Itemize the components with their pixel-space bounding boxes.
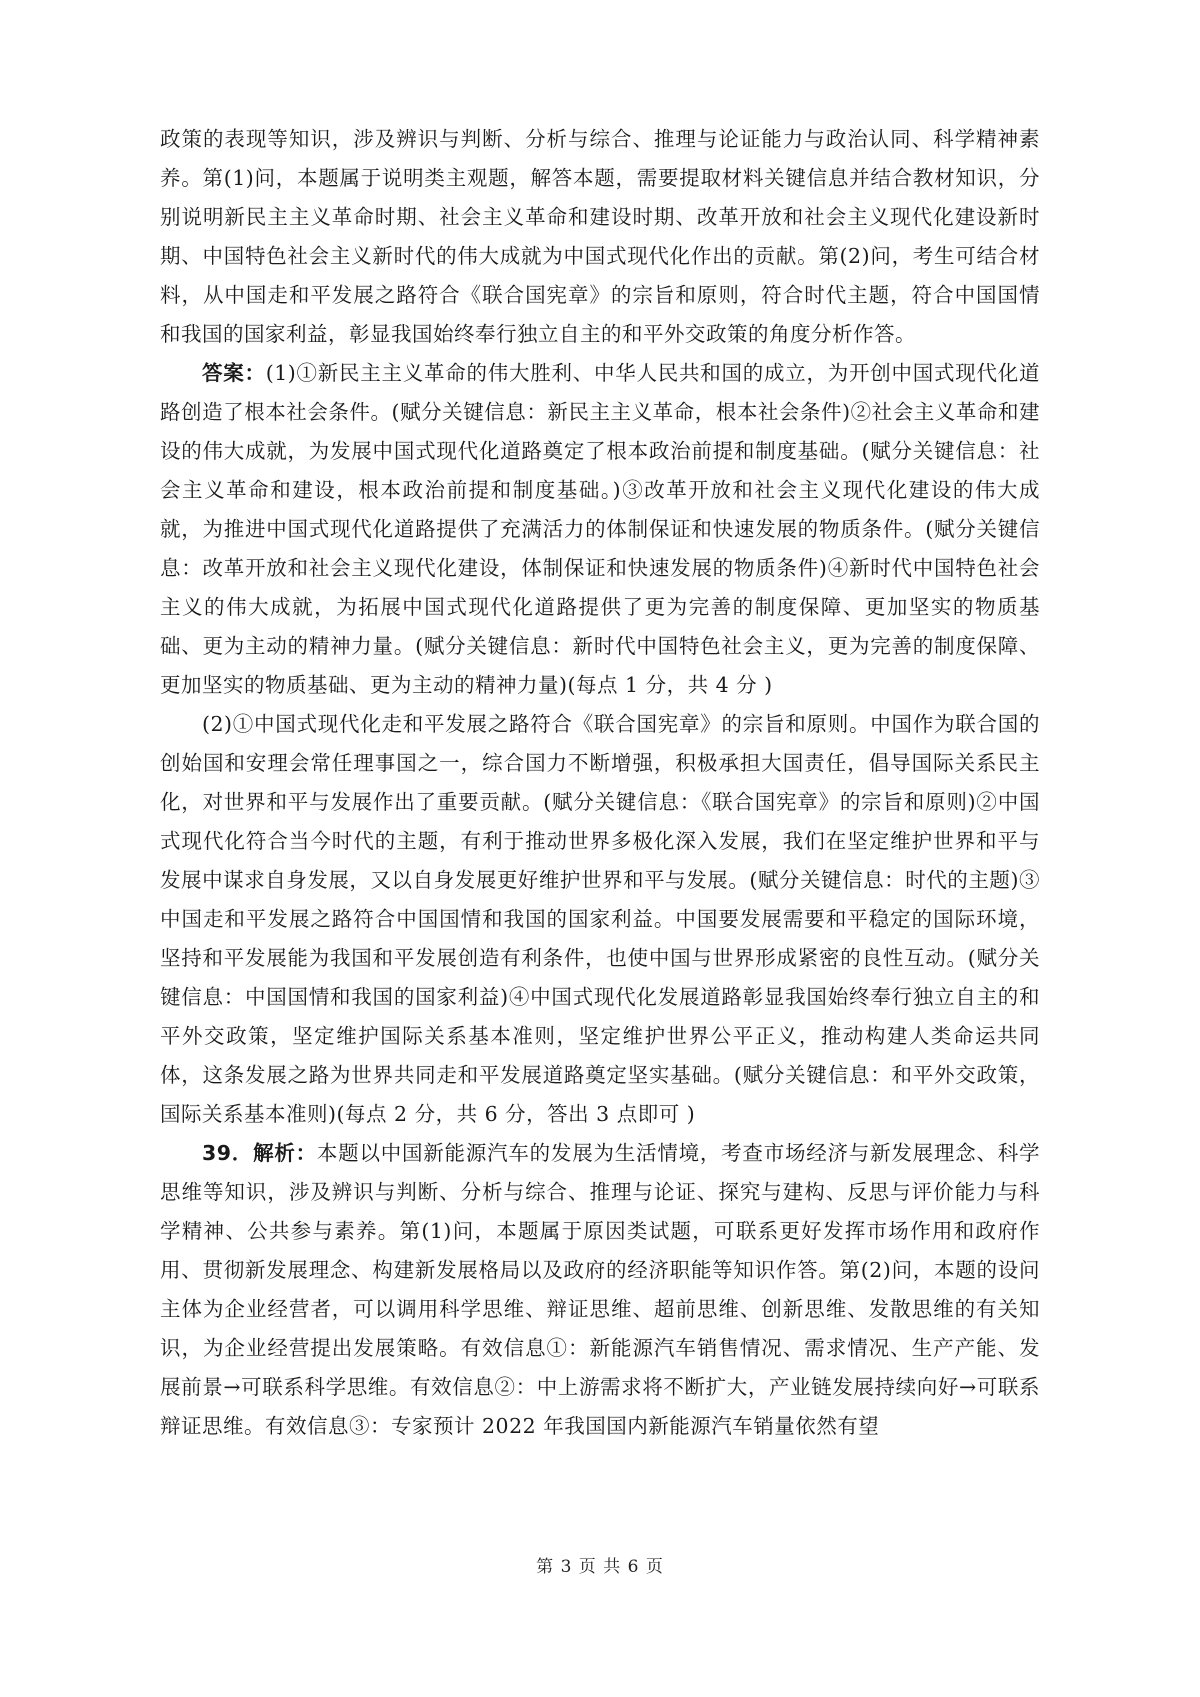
paragraph-question-39-analysis	[160, 1134, 1040, 1446]
paragraph-text: (2)①中国式现代化走和平发展之路符合《联合国宪章》的宗旨和原则。中国作为联合国的创始国和安理会常任理事国之一，综合国力不断增强，积极承担大国责任，倡导国际关系民主化，对世界和平与发展作出了重要贡献。(赋分关键信息：《联合国宪章》的宗旨和原则)②中国式现代化符合当今时代的主题，有利于推动世界多极化深入发展，我们在坚定维护世界和平与发展中谋求自身发展，又以自身发展更好维护世界和平与发展。(赋分关键信息：时代的主题)③中国走和平发展之路符合中国国情和我国的国家利益。中国要发展需要和平稳定的国际环境，坚持和平发展能为我国和平发展创造有利条件，也使中国与世界形成紧密的良性互动。(赋分关键信息：中国国情和我国的国家利益)④中国式现代化发展道路彰显我国始终奉行独立自主的和平外交政策，坚定维护国际关系基本准则，坚定维护世界公平正义，推动构建人类命运共同体，这条发展之路为世界共同走和平发展道路奠定坚实基础。(赋分关键信息：和平外交政策，国际关系基本准则)(每点 2 分，共 6 分，答出 3 点即可 )	[160, 712, 1040, 1126]
paragraph-text: 本题以中国新能源汽车的发展为生活情境，考查市场经济与新发展理念、科学思维等知识，涉及辨识与判断、分析与综合、推理与论证、探究与建构、反思与评价能力与科学精神、公共参与素养。第(1)问，本题属于原因类试题，可联系更好发挥市场作用和政府作用、贯彻新发展理念、构建新发展格局以及政府的经济职能等知识作答。第(2)问，本题的设问主体为企业经营者，可以调用科学思维、辩证思维、超前思维、创新思维、发散思维的有关知识，为企业经营提出发展策略。有效信息①：新能源汽车销售情况、需求情况、生产产能、发展前景→可联系科学思维。有效信息②：中上游需求将不断扩大，产业链发展持续向好→可联系辩证思维。有效信息③：专家预计 2022 年我国国内新能源汽车销量依然有望	[160, 1141, 1040, 1438]
question-39-label: 39．解析：	[202, 1141, 317, 1165]
paragraph-answer-part2	[160, 705, 1040, 1134]
document-body	[160, 120, 1040, 1446]
paragraph-text: (1)①新民主主义革命的伟大胜利、中华人民共和国的成立，为开创中国式现代化道路创造了根本社会条件。(赋分关键信息：新民主主义革命，根本社会条件)②社会主义革命和建设的伟大成就，为发展中国式现代化道路奠定了根本政治前提和制度基础。(赋分关键信息：社会主义革命和建设，根本政治前提和制度基础。)③改革开放和社会主义现代化建设的伟大成就，为推进中国式现代化道路提供了充满活力的体制保证和快速发展的物质条件。(赋分关键信息：改革开放和社会主义现代化建设，体制保证和快速发展的物质条件)④新时代中国特色社会主义的伟大成就，为拓展中国式现代化道路提供了更为完善的制度保障、更加坚实的物质基础、更为主动的精神力量。(赋分关键信息：新时代中国特色社会主义，更为完善的制度保障、更加坚实的物质基础、更为主动的精神力量)(每点 1 分，共 4 分 )	[160, 361, 1040, 697]
paragraph-text: 政策的表现等知识，涉及辨识与判断、分析与综合、推理与论证能力与政治认同、科学精神素养。第(1)问，本题属于说明类主观题，解答本题，需要提取材料关键信息并结合教材知识，分别说明新民主主义革命时期、社会主义革命和建设时期、改革开放和社会主义现代化建设新时期、中国特色社会主义新时代的伟大成就为中国式现代化作出的贡献。第(2)问，考生可结合材料，从中国走和平发展之路符合《联合国宪章》的宗旨和原则，符合时代主题，符合中国国情和我国的国家利益，彰显我国始终奉行独立自主的和平外交政策的角度分析作答。	[160, 127, 1040, 346]
paragraph-answer-part1	[160, 354, 1040, 705]
paragraph-analysis-continued	[160, 120, 1040, 354]
page-number: 第 3 页 共 6 页	[536, 1557, 664, 1577]
answer-label: 答案：	[202, 361, 266, 385]
